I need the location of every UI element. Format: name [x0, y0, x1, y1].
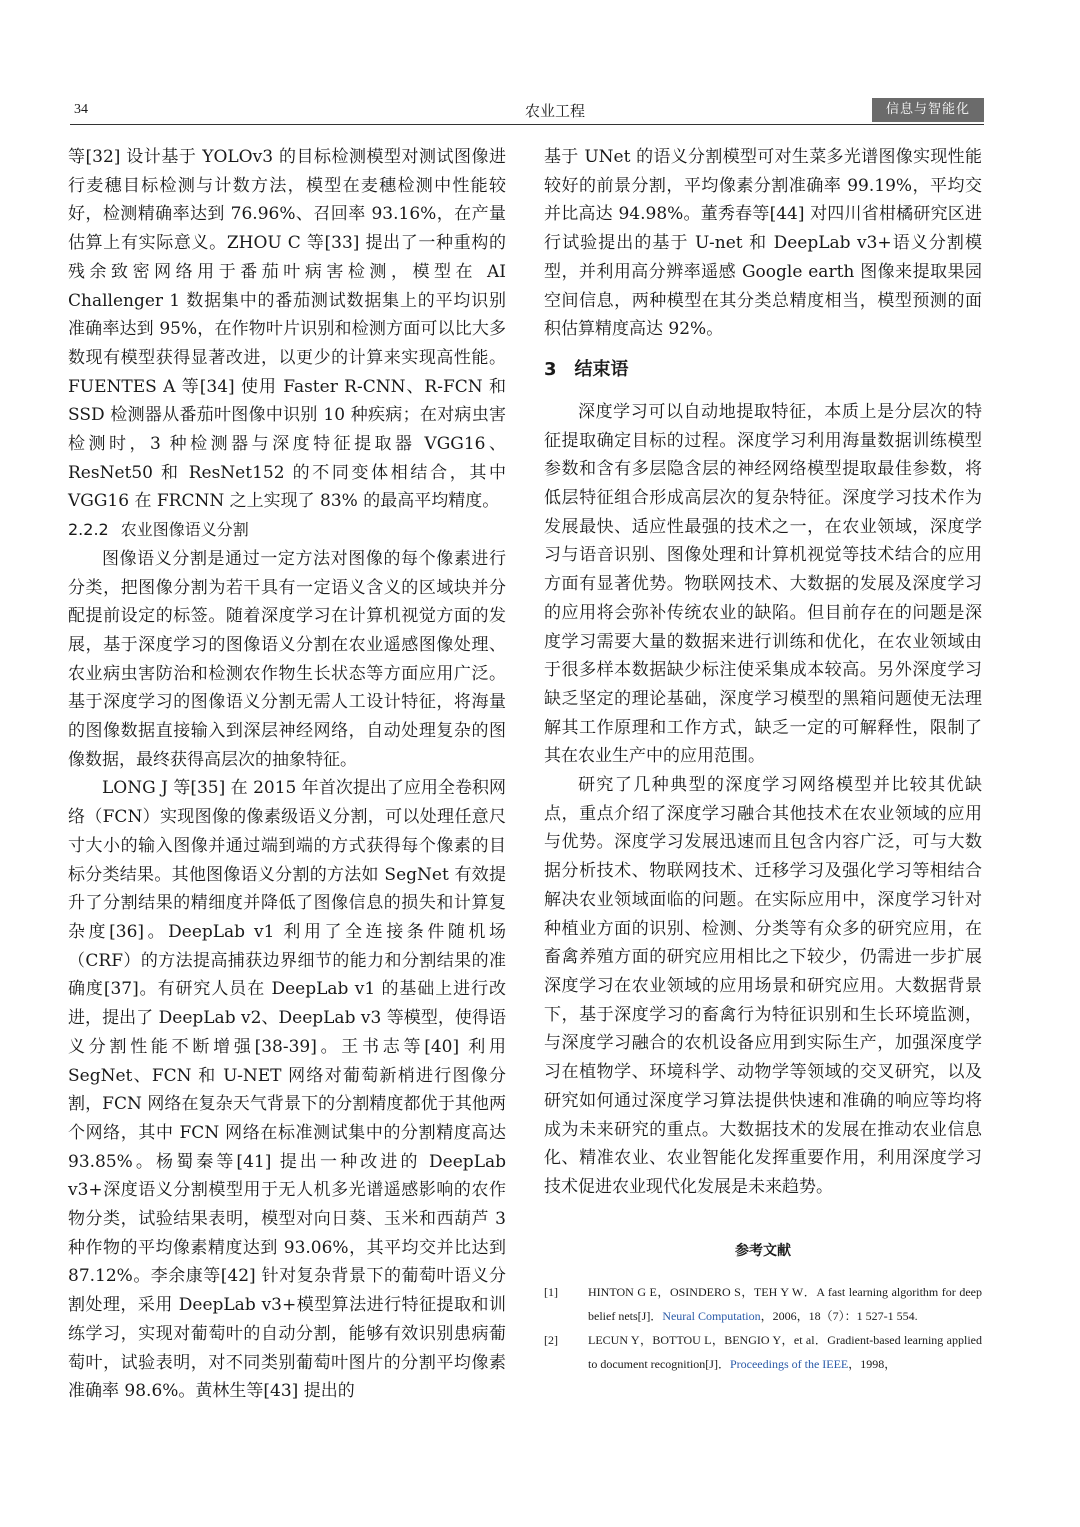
reference-authors-title: HINTON G E，OSINDERO S，TEH Y W．A fast learning algorithm for deep belief nets[J]．: [588, 1284, 982, 1323]
reference-details: ，1998，: [848, 1356, 897, 1371]
running-header: [70, 98, 984, 125]
reference-venue-link[interactable]: Neural Computation: [662, 1308, 761, 1323]
reference-item: [544, 1328, 982, 1376]
section-number: 3: [544, 358, 557, 380]
journal-title: 农业工程: [525, 102, 586, 120]
reference-number: [2]: [544, 1332, 558, 1347]
reference-text: [588, 1280, 982, 1328]
section-heading: [544, 356, 982, 384]
section-title: 结束语: [574, 358, 629, 380]
paragraph: 深度学习可以自动地提取特征，本质上是分层次的特征提取确定目标的过程。深度学习利用海量数据训练模型参数和含有多层隐含层的神经网络模型提取最佳参数，将低层特征组合形成高层次的复杂特征。深度学习技术作为发展最快、适应性最强的技术之一，在农业领域，深度学习与语音识别、图像处理和计算机视觉等技术结合的应用方面有显著优势。物联网技术、大数据的发展及深度学习的应用将会弥补传统农业的缺陷。但目前存在的问题是深度学习需要大量的数据来进行训练和优化，在农业领域由于很多样本数据缺少标注使采集成本较高。另外深度学习缺乏坚定的理论基础，深度学习模型的黑箱问题使无法理解其工作原理和工作方式，缺乏一定的可解释性，限制了其在农业生产中的应用范围。: [544, 401, 982, 767]
paragraph: 图像语义分割是通过一定方法对图像的每个像素进行分类，把图像分割为若干具有一定语义含义的区域块并分配提前设定的标签。随着深度学习在计算机视觉方面的发展，基于深度学习的图像语义分割在农业遥感图像处理、农业病虫害防治和检测农作物生长状态等方面应用广泛。基于深度学习的图像语义分割无需人工设计特征，将海量的图像数据直接输入到深层神经网络，自动处理复杂的图像数据，最终获得高层次的抽象特征。: [68, 548, 506, 770]
paragraph: 等[32] 设计基于 YOLOv3 的目标检测模型对测试图像进行麦穗目标检测与计数方法，模型在麦穗检测中性能较好，检测精确率达到 76.96%、召回率 93.16%，在产量估算上有实际意义。ZHOU C 等[33] 提出了一种重构的残余致密网络用于番茄叶病害检测，模型在 AI Challenger 1 数据集中的番茄测试数据集上的平均识别准确率达到 95%，在作物叶片识别和检测方面可以比大多数现有模型获得显著改进，以更少的计算来实现高性能。FUENTES A 等[34] 使用 Faster R-CNN、R-FCN 和 SSD 检测器从番茄叶图像中识别 10 种疾病；在对病虫害检测时，3 种检测器与深度特征提取器 VGG16、ResNet50 和 ResNet152 的不同变体相结合，其中 VGG16 在 FRCNN 之上实现了 83% 的最高平均精度。: [68, 147, 506, 512]
reference-details: ，2006，18（7）：1 527-1 554.: [760, 1308, 918, 1323]
subsection-title: 农业图像语义分割: [120, 520, 249, 540]
reference-authors-title: LECUN Y，BOTTOU L，BENGIO Y，et al．Gradient-based learning applied to document recognition[J]．: [588, 1332, 982, 1371]
reference-item: [544, 1280, 982, 1328]
right-column: [544, 143, 982, 1376]
references-title: 参考文献: [735, 1242, 791, 1259]
paragraph: LONG J 等[35] 在 2015 年首次提出了应用全卷积网络（FCN）实现图像的像素级语义分割，可以处理任意尺寸大小的输入图像并通过端到端的方式获得每个像素的目标分类结果。其他图像语义分割的方法如 SegNet 有效提升了分割结果的精细度并降低了图像信息的损失和计算复杂度[36]。DeepLab v1 利用了全连接条件随机场（CRF）的方法提高捕获边界细节的能力和分割结果的准确度[37]。有研究人员在 DeepLab v1 的基础上进行改进，提出了 DeepLab v2、DeepLab v3 等模型，使得语义分割性能不断增强[38-39]。王书志等[40] 利用 SegNet、FCN 和 U-NET 网络对葡萄新梢进行图像分割，FCN 网络在复杂天气背景下的分割精度都优于其他两个网络，其中 FCN 网络在标准测试集中的分割精度高达 93.85%。杨蜀秦等[41] 提出一种改进的 DeepLab v3+深度语义分割模型用于无人机多光谱遥感影响的农作物分类，试验结果表明，模型对向日葵、玉米和西葫芦 3 种作物的平均像素精度达到 93.06%，其平均交并比达到 87.12%。李余康等[42] 针对复杂背景下的葡萄叶语义分割处理，采用 DeepLab v3+模型算法进行特征提取和训练学习，实现对葡萄叶的自动分割，能够有效识别患病葡萄叶，试验表明，对不同类别葡萄叶图片的分割平均像素准确率 98.6%。黄林生等[43] 提出的: [68, 778, 506, 1402]
reference-text: [588, 1328, 982, 1376]
paragraph: 基于 UNet 的语义分割模型可对生菜多光谱图像实现性能较好的前景分割，平均像素分割准确率 99.19%，平均交并比高达 94.98%。董秀春等[44] 对四川省柑橘研究区进行试验提出的基于 U-net 和 DeepLab v3+语义分割模型，并利用高分辨率遥感 Google earth 图像来提取果园空间信息，两种模型在其分类总精度相当，模型预测的面积估算精度高达 92%。: [544, 147, 982, 340]
paragraph: 研究了几种典型的深度学习网络模型并比较其优缺点，重点介绍了深度学习融合其他技术在农业领域的应用与优势。深度学习发展迅速而且包含内容广泛，可与大数据分析技术、物联网技术、迁移学习及强化学习等相结合解决农业领域面临的问题。在实际应用中，深度学习针对种植业方面的识别、检测、分类等有众多的研究应用，在畜禽养殖方面的研究应用相比之下较少，仍需进一步扩展深度学习在农业领域的应用场景和研究应用。大数据背景下，基于深度学习的畜禽行为特征识别和生长环境监测，与深度学习融合的农机设备应用到实际生产，加强深度学习在植物学、环境科学、动物学等领域的交叉研究，以及研究如何通过深度学习算法提供快速和准确的响应等均将成为未来研究的重点。大数据技术的发展在推动农业信息化、精准农业、农业智能化发挥重要作用，利用深度学习技术促进农业现代化发展是未来趋势。: [544, 775, 982, 1197]
subsection-number: 2.2.2: [68, 520, 109, 540]
reference-number: [1]: [544, 1284, 558, 1299]
page-number: 34: [74, 102, 88, 117]
left-column: [68, 143, 506, 1406]
section-tag: 信息与智能化: [872, 98, 984, 122]
subsection-heading: [68, 516, 506, 545]
reference-venue-link[interactable]: Proceedings of the IEEE: [729, 1356, 849, 1371]
